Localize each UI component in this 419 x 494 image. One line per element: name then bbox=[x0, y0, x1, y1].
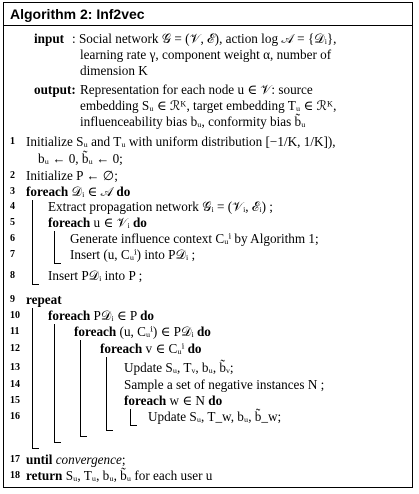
block-end bbox=[54, 263, 61, 264]
code-line: Sample a set of negative instances N ; bbox=[124, 377, 325, 392]
block-bar bbox=[80, 340, 81, 436]
line-number: 16 bbox=[10, 411, 20, 422]
code-line: Update Sᵤ, T_w, bᵤ, b̃_w; bbox=[148, 409, 282, 424]
line-number: 14 bbox=[10, 379, 20, 390]
code-line: Initialize P ← ∅; bbox=[26, 168, 118, 183]
code-text: Sᵤ, Tᵤ, bᵤ, b̃ᵤ for each user u bbox=[62, 468, 213, 483]
input-line: learning rate γ, component weight α, number of bbox=[80, 47, 332, 62]
block-bar bbox=[54, 324, 55, 442]
line-number: 11 bbox=[10, 326, 20, 337]
line-number: 2 bbox=[10, 170, 15, 181]
keyword: do bbox=[140, 308, 154, 323]
code-line bbox=[124, 393, 222, 409]
code-text: u ∈ 𝒱ᵢ bbox=[90, 215, 133, 230]
code-line bbox=[48, 308, 154, 324]
line-number: 13 bbox=[10, 362, 20, 373]
code-line bbox=[100, 341, 202, 357]
code-line bbox=[26, 452, 126, 468]
input-label: input bbox=[34, 31, 65, 46]
code-text: w ∈ N bbox=[166, 393, 209, 408]
code-line: Generate influence context Cᵤⁱ by Algorithm 1; bbox=[70, 231, 319, 246]
keyword: foreach bbox=[124, 393, 167, 408]
line-number: 17 bbox=[10, 454, 20, 465]
input-line: dimension K bbox=[80, 63, 148, 78]
line-number: 15 bbox=[10, 395, 20, 406]
code-line bbox=[26, 184, 130, 200]
line-number: 10 bbox=[10, 310, 20, 321]
keyword: do bbox=[116, 184, 131, 199]
output-line: Representation for each node u ∈ 𝒱: source bbox=[80, 82, 313, 97]
line-number: 8 bbox=[10, 270, 15, 281]
code-line bbox=[26, 468, 212, 484]
keyword: do bbox=[187, 341, 202, 356]
code-line: Extract propagation network 𝒢ᵢ = (𝒱ᵢ, ℰᵢ) ; bbox=[48, 199, 273, 214]
line-number: 1 bbox=[10, 136, 15, 147]
code-line: Update Sᵤ, Tᵥ, bᵤ, b̃ᵥ; bbox=[124, 360, 234, 375]
line-number: 4 bbox=[10, 201, 15, 212]
block-end bbox=[106, 430, 113, 431]
output-line: influenceability bias bᵤ, conformity bias b̃ᵤ bbox=[80, 114, 306, 129]
keyword: do bbox=[132, 215, 147, 230]
keyword: until bbox=[26, 452, 53, 467]
code-line: Initialize Sᵤ and Tᵤ with uniform distribution [−1/K, 1/K]), bbox=[26, 134, 336, 149]
keyword: foreach bbox=[26, 184, 69, 199]
code-text: ; bbox=[121, 452, 126, 467]
block-end bbox=[32, 448, 39, 449]
code-text: v ∈ Cᵤⁱ bbox=[142, 341, 188, 356]
code-line: Insert P𝒟ᵢ into P ; bbox=[48, 268, 143, 283]
keyword: do bbox=[208, 393, 223, 408]
code-line: bᵤ ← 0, b̃ᵤ ← 0; bbox=[38, 151, 123, 166]
input-line: : Social network 𝒢 = (𝒱, ℰ), action log 𝒜 = {𝒟ᵢ}, bbox=[72, 31, 337, 46]
block-end bbox=[32, 284, 39, 285]
block-end bbox=[54, 442, 61, 443]
keyword: do bbox=[196, 324, 211, 339]
keyword: foreach bbox=[48, 215, 91, 230]
line-number: 3 bbox=[10, 186, 15, 197]
output-label: output: bbox=[34, 82, 76, 97]
code-text: convergence bbox=[55, 452, 122, 467]
line-number: 5 bbox=[10, 217, 15, 228]
keyword: repeat bbox=[26, 292, 62, 307]
line-number: 12 bbox=[10, 343, 20, 354]
block-end bbox=[130, 425, 137, 426]
keyword: foreach bbox=[100, 341, 143, 356]
line-number: 9 bbox=[10, 294, 15, 305]
keyword: foreach bbox=[48, 308, 91, 323]
code-text: P𝒟ᵢ ∈ P bbox=[90, 308, 141, 323]
code-line bbox=[48, 215, 147, 231]
code-line bbox=[74, 324, 211, 340]
line-number: 6 bbox=[10, 233, 15, 244]
code-text: 𝒟ᵢ ∈ 𝒜 bbox=[68, 184, 117, 199]
block-end bbox=[80, 436, 87, 437]
line-number: 18 bbox=[10, 470, 20, 481]
block-bar bbox=[32, 200, 33, 284]
block-bar bbox=[32, 308, 33, 448]
code-line: Insert (u, Cᵤⁱ) into P𝒟ᵢ ; bbox=[70, 247, 196, 262]
block-bar bbox=[106, 357, 107, 430]
block-bar bbox=[130, 409, 131, 425]
algorithm-box bbox=[3, 2, 413, 488]
code-text: (u, Cᵤⁱ) ∈ P𝒟ᵢ bbox=[116, 324, 197, 339]
algorithm-header bbox=[4, 3, 412, 26]
keyword: foreach bbox=[74, 324, 117, 339]
line-number: 7 bbox=[10, 249, 15, 260]
keyword: return bbox=[26, 468, 63, 483]
algorithm-caption: Algorithm 2: Inf2vec bbox=[10, 6, 145, 22]
output-line: embedding Sᵤ ∈ ℛᴷ, target embedding Tᵤ ∈ ℛᴷ, bbox=[80, 98, 337, 113]
block-bar bbox=[54, 231, 55, 263]
